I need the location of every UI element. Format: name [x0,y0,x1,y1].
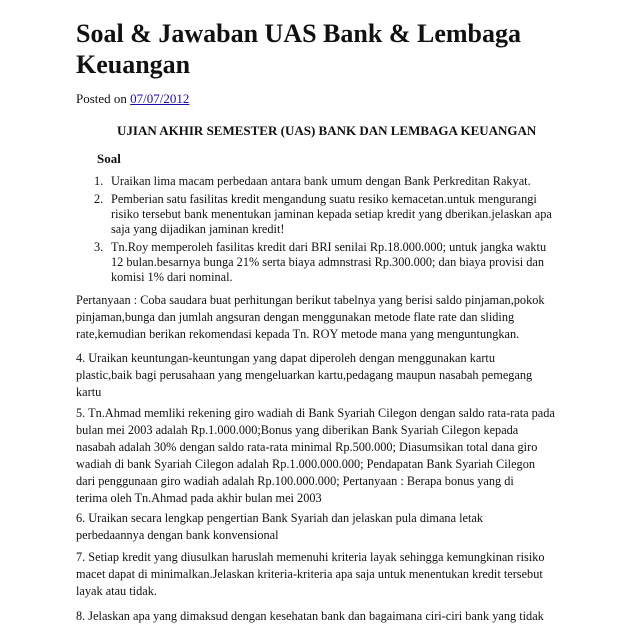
paragraph-line: macet dapat di minimalkan.Jelaskan kriteria-kriteria apa saja untuk menentukan kredit tersebut [76,567,543,581]
question-line: Pemberian satu fasilitas kredit mengandung suatu resiko kemacetan.untuk mengurangi [111,192,537,206]
paragraph-line: Pertanyaan : Coba saudara buat perhitungan berikut tabelnya yang berisi saldo pinjaman,pokok [76,293,545,307]
soal-heading: Soal [97,151,121,166]
question-line: saja yang dijadikan jaminan kredit! [111,222,285,236]
paragraph-question-6 [76,510,574,544]
question-line: risiko tersebut bank menentukan jaminan kepada setiap kredit yang dberikan.jelaskan apa [111,207,552,221]
paragraph-line: wadiah di bank Syariah Cilegon adalah Rp.1.000.000.000; Pendapatan Bank Syariah Cilegon [76,457,535,471]
question-line: Uraikan lima macam perbedaan antara bank umum dengan Bank Perkreditan Rakyat. [111,174,531,188]
question-item [94,192,574,237]
paragraph-line: terima oleh Tn.Ahmad pada akhir bulan mei 2003 [76,491,322,505]
question-line: 12 bulan.besarnya bunga 21% serta biaya admnstrasi Rp.300.000; dan biaya provisi dan [111,255,545,269]
posted-prefix: Posted on [76,91,127,106]
paragraph-line: nasabah adalah 30% dengan saldo rata-rata minimal Rp.500.000; Diasumsikan total dana giro [76,440,538,454]
paragraph-line: 4. Uraikan keuntungan-keuntungan yang dapat diperoleh dengan menggunakan kartu [76,351,495,365]
question-item [94,174,574,189]
post-date-link[interactable]: 07/07/2012 [130,91,190,106]
paragraph-line: 6. Uraikan secara lengkap pengertian Bank Syariah dan jelaskan pula dimana letak [76,511,484,525]
question-line: Tn.Roy memperoleh fasilitas kredit dari BRI senilai Rp.18.000.000; untuk jangka waktu [111,240,547,254]
exam-heading: UJIAN AKHIR SEMESTER (UAS) BANK DAN LEMBAGA KEUANGAN [117,123,537,138]
paragraph-line: dari penggunaan giro wadiah adalah Rp.100.000.000; Pertanyaan : Berapa bonus yang di [76,474,514,488]
paragraph-line: perbedaannya dengan bank konvensional [76,528,279,542]
paragraph-line: rate,kemudian berikan rekomendasi kepada Tn. ROY metode mana yang menguntungkan. [76,327,520,341]
question-number: 3. [94,240,104,254]
question-list [94,174,574,288]
post-title-line: Soal & Jawaban UAS Bank & Lembaga [76,19,521,48]
paragraph-line: kartu [76,385,102,399]
paragraph-question-8 [76,608,574,625]
paragraph-question-5 [76,405,574,507]
question-number: 1. [94,174,104,188]
paragraph-line: bulan mei 2003 adalah Rp.1.000.000;Bonus yang diberikan Bank Syariah Cilegon kepada [76,423,519,437]
question-item [94,240,574,285]
paragraph-line: 8. Jelaskan apa yang dimaksud dengan kesehatan bank dan bagaimana ciri-ciri bank yang tidak [76,609,544,623]
paragraph-pertanyaan [76,292,574,343]
post-title-line: Keuangan [76,50,191,79]
paragraph-line: 5. Tn.Ahmad memliki rekening giro wadiah di Bank Syariah Cilegon dengan saldo rata-rata pada [76,406,555,420]
question-line: komisi 1% dari nominal. [111,270,233,284]
paragraph-line: pinjaman,bunga dan jumlah angsuran dengan menggunakan metode flate rate dan sliding [76,310,515,324]
paragraph-line: layak atau tidak. [76,584,157,598]
paragraph-line: 7. Setiap kredit yang diusulkan haruslah memenuhi kriteria layak sehingga kemungkinan risiko [76,550,545,564]
paragraph-line: plastic,baik bagi perusahaan yang mengeluarkan kartu,pedagang maupun nasabah pemegang [76,368,533,382]
question-number: 2. [94,192,104,206]
post-meta [76,91,189,107]
paragraph-question-7 [76,549,574,600]
post-title [76,18,596,80]
paragraph-question-4 [76,350,574,401]
